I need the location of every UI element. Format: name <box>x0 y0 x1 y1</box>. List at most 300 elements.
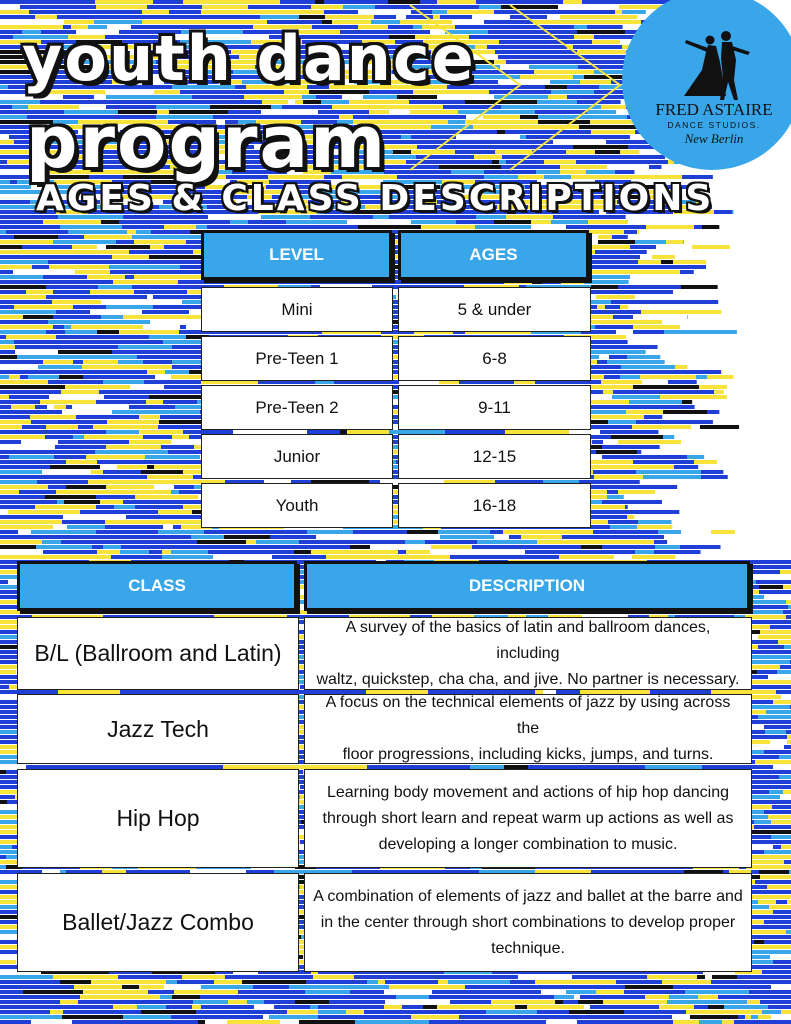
stripe <box>718 330 737 334</box>
title-line-2: program <box>26 100 388 184</box>
stripe <box>385 1000 450 1004</box>
stripe <box>305 990 350 994</box>
stripe <box>164 95 192 99</box>
stripe <box>632 270 680 274</box>
stripe <box>636 455 687 459</box>
stripe <box>773 960 791 964</box>
stripe <box>302 95 316 99</box>
stripe <box>80 510 98 514</box>
stripe <box>62 520 105 524</box>
stripe <box>440 280 504 284</box>
stripe <box>579 985 625 989</box>
stripe <box>607 490 618 494</box>
stripe <box>0 490 19 494</box>
stripe <box>162 555 213 559</box>
stripe <box>0 370 23 374</box>
stripe <box>135 495 146 499</box>
stripe <box>783 790 791 794</box>
stripe <box>575 1015 624 1019</box>
stripe <box>566 990 575 994</box>
stripe <box>750 785 791 789</box>
stripe <box>450 1000 491 1004</box>
stripe <box>398 550 406 554</box>
stripe <box>266 10 324 14</box>
stripe <box>617 975 647 979</box>
stripe <box>0 405 11 409</box>
stripe <box>407 530 438 534</box>
stripe <box>562 535 597 539</box>
stripe <box>634 355 649 359</box>
stripe <box>754 820 771 824</box>
stripe <box>629 275 630 279</box>
stripe <box>47 555 111 559</box>
stripe <box>763 680 791 684</box>
stripe <box>710 300 718 304</box>
stripe <box>49 395 104 399</box>
stripe <box>260 15 266 19</box>
stripe <box>658 530 681 534</box>
ages-header-ages: AGES <box>398 230 589 280</box>
class-description-cell <box>304 694 752 764</box>
stripe <box>0 65 11 69</box>
stripe <box>37 480 88 484</box>
stripe <box>335 1005 384 1009</box>
stripe <box>603 440 618 444</box>
stripe <box>631 535 658 539</box>
stripe <box>172 435 189 439</box>
stripe <box>777 670 791 674</box>
stripe <box>603 405 645 409</box>
stripe <box>299 1020 355 1024</box>
stripe <box>776 900 787 904</box>
stripe <box>0 770 6 774</box>
stripe <box>0 390 61 394</box>
stripe <box>118 360 143 364</box>
stripe <box>46 330 65 334</box>
stripe <box>637 525 672 529</box>
stripe <box>26 995 38 999</box>
stripe <box>119 330 179 334</box>
stripe <box>0 900 18 904</box>
stripe <box>593 445 602 449</box>
stripe <box>72 245 97 249</box>
stripe <box>31 225 60 229</box>
stripe <box>618 490 655 494</box>
stripe <box>274 1000 295 1004</box>
stripe <box>309 220 347 224</box>
stripe <box>180 485 194 489</box>
stripe <box>64 500 100 504</box>
stripe <box>0 475 52 479</box>
stripe <box>574 995 580 999</box>
stripe <box>61 390 99 394</box>
stripe <box>472 545 525 549</box>
stripe <box>97 460 148 464</box>
desc-line: A focus on the technical elements of jazz by using across the <box>325 694 731 737</box>
stripe <box>0 870 14 874</box>
stripe <box>707 410 719 414</box>
stripe <box>396 995 429 999</box>
stripe <box>280 975 313 979</box>
stripe <box>17 355 74 359</box>
stripe <box>0 445 55 449</box>
class-description-cell <box>304 617 752 690</box>
stripe <box>698 995 718 999</box>
stripe <box>0 525 14 529</box>
stripe <box>752 595 764 599</box>
stripe <box>254 225 268 229</box>
stripe <box>510 980 535 984</box>
stripe <box>0 380 48 384</box>
stripe <box>633 315 643 319</box>
stripe <box>109 530 132 534</box>
desc-line: through short learn and repeat warm up actions as well as <box>322 809 734 827</box>
stripe <box>43 220 101 224</box>
stripe <box>661 260 673 264</box>
stripe <box>681 530 711 534</box>
stripe <box>632 425 691 429</box>
stripe <box>631 395 660 399</box>
stripe <box>464 975 473 979</box>
stripe <box>0 425 22 429</box>
fred-astaire-logo <box>622 0 791 170</box>
stripe <box>632 555 640 559</box>
stripe <box>54 5 96 9</box>
stripe <box>66 485 106 489</box>
stripe <box>256 540 299 544</box>
stripe <box>591 365 621 369</box>
stripe <box>635 240 666 244</box>
stripe <box>687 455 704 459</box>
stripe <box>54 455 86 459</box>
class-name-cell: Ballet/Jazz Combo <box>17 873 299 972</box>
stripe <box>0 15 35 19</box>
stripe <box>700 545 721 549</box>
stripe <box>48 320 105 324</box>
stripe <box>603 390 613 394</box>
stripe <box>48 260 97 264</box>
stripe <box>101 340 153 344</box>
stripe <box>597 260 638 264</box>
stripe <box>751 695 781 699</box>
stripe <box>119 220 176 224</box>
stripe <box>53 240 116 244</box>
stripe <box>150 265 180 269</box>
stripe <box>318 1015 345 1019</box>
stripe <box>254 1005 274 1009</box>
stripe <box>772 805 791 809</box>
stripe <box>265 530 307 534</box>
stripe <box>106 485 154 489</box>
stripe <box>19 415 30 419</box>
stripe <box>194 5 202 9</box>
stripe <box>173 525 181 529</box>
stripe <box>168 405 175 409</box>
stripe <box>581 545 602 549</box>
stripe <box>311 550 328 554</box>
stripe <box>663 385 699 389</box>
stripe <box>770 565 791 569</box>
stripe <box>66 15 85 19</box>
stripe <box>655 345 658 349</box>
stripe <box>709 985 757 989</box>
stripe <box>76 415 115 419</box>
stripe <box>429 995 448 999</box>
stripe <box>148 260 158 264</box>
stripe <box>11 45 21 49</box>
stripe <box>676 395 727 399</box>
stripe <box>92 545 103 549</box>
stripe <box>43 275 87 279</box>
stripe <box>702 225 719 229</box>
stripe <box>248 220 286 224</box>
stripe <box>591 520 608 524</box>
stripe <box>0 365 38 369</box>
stripe <box>700 425 739 429</box>
stripe <box>559 980 616 984</box>
stripe <box>771 985 791 989</box>
stripe <box>240 995 275 999</box>
stripe <box>475 225 531 229</box>
stripe <box>714 210 732 214</box>
stripe <box>263 1015 269 1019</box>
stripe <box>579 550 635 554</box>
stripe <box>193 1000 228 1004</box>
stripe <box>38 995 80 999</box>
stripe <box>633 385 663 389</box>
stripe <box>541 990 566 994</box>
stripe <box>0 865 6 869</box>
stripe <box>73 435 84 439</box>
stripe <box>390 555 450 559</box>
stripe <box>158 510 192 514</box>
stripe <box>132 530 144 534</box>
stripe <box>757 670 777 674</box>
stripe <box>431 545 472 549</box>
stripe <box>0 45 11 49</box>
stripe <box>0 545 36 549</box>
stripe <box>71 535 133 539</box>
stripe <box>272 545 290 549</box>
stripe <box>139 985 164 989</box>
stripe <box>597 305 605 309</box>
stripe <box>598 240 635 244</box>
stripe <box>768 815 782 819</box>
stripe <box>87 325 143 329</box>
stripe <box>704 1010 762 1014</box>
stripe <box>699 385 727 389</box>
stripe <box>295 1000 329 1004</box>
stripe <box>406 550 430 554</box>
stripe <box>638 260 661 264</box>
stripe <box>138 380 144 384</box>
stripe <box>766 710 791 714</box>
stripe <box>147 370 165 374</box>
stripe <box>66 405 72 409</box>
stripe <box>73 305 106 309</box>
stripe <box>667 1000 695 1004</box>
stripe <box>633 460 694 464</box>
stripe <box>600 265 656 269</box>
stripe <box>734 1020 755 1024</box>
stripe <box>758 715 791 719</box>
stripe <box>364 1010 390 1014</box>
stripe <box>60 980 91 984</box>
stripe <box>597 360 607 364</box>
stripe <box>40 535 71 539</box>
stripe <box>787 735 791 739</box>
stripe <box>163 400 197 404</box>
stripe <box>602 500 644 504</box>
stripe <box>749 935 791 939</box>
stripe <box>78 425 93 429</box>
stripe <box>66 460 97 464</box>
stripe <box>141 555 162 559</box>
stripe <box>96 295 147 299</box>
stripe <box>786 730 791 734</box>
stripe <box>142 10 169 14</box>
stripe <box>103 470 141 474</box>
stripe <box>72 405 129 409</box>
stripe <box>67 985 74 989</box>
stripe <box>253 985 289 989</box>
stripe <box>701 475 722 479</box>
stripe <box>134 290 187 294</box>
class-description-cell <box>304 873 752 972</box>
stripe <box>515 1005 527 1009</box>
stripe <box>172 995 200 999</box>
stripe <box>353 530 407 534</box>
stripe <box>759 870 789 874</box>
stripe <box>147 465 154 469</box>
stripe <box>46 295 70 299</box>
stripe <box>174 990 207 994</box>
stripe <box>96 400 124 404</box>
stripe <box>280 0 315 4</box>
stripe <box>122 985 139 989</box>
stripe <box>448 995 495 999</box>
stripe <box>23 315 53 319</box>
stripe <box>110 270 172 274</box>
stripe <box>272 555 326 559</box>
stripe <box>90 290 134 294</box>
stripe <box>113 280 167 284</box>
stripe <box>690 1015 738 1019</box>
stripe <box>0 995 26 999</box>
stripe <box>405 540 425 544</box>
stripe <box>48 380 103 384</box>
stripe <box>686 405 695 409</box>
stripe <box>346 1010 364 1014</box>
stripe <box>137 1005 166 1009</box>
stripe <box>120 550 149 554</box>
stripe <box>384 990 432 994</box>
stripe <box>663 435 674 439</box>
stripe <box>467 550 525 554</box>
stripe <box>0 290 26 294</box>
stripe <box>617 370 631 374</box>
stripe <box>440 535 494 539</box>
stripe <box>130 385 164 389</box>
stripe <box>31 530 96 534</box>
stripe <box>123 315 130 319</box>
stripe <box>0 325 53 329</box>
stripe <box>767 885 791 889</box>
stripe <box>613 350 646 354</box>
stripe <box>705 975 712 979</box>
stripe <box>177 980 214 984</box>
class-name-cell: B/L (Ballroom and Latin) <box>17 617 299 690</box>
stripe <box>687 1005 694 1009</box>
stripe <box>0 415 19 419</box>
stripe <box>91 980 112 984</box>
stripe <box>324 0 388 4</box>
stripe <box>764 750 775 754</box>
stripe <box>35 405 47 409</box>
stripe <box>662 980 711 984</box>
stripe <box>248 5 311 9</box>
stripe <box>99 390 161 394</box>
stripe <box>55 400 96 404</box>
stripe <box>68 230 127 234</box>
stripe <box>645 995 669 999</box>
stripe <box>585 415 644 419</box>
stripe <box>13 270 75 274</box>
stripe <box>0 485 48 489</box>
stripe <box>643 315 687 319</box>
stripe <box>96 505 114 509</box>
stripe <box>14 340 31 344</box>
stripe <box>724 1005 768 1009</box>
stripe <box>70 295 85 299</box>
stripe <box>173 410 200 414</box>
stripe <box>593 470 636 474</box>
stripe <box>594 350 613 354</box>
stripe <box>759 560 773 564</box>
stripe <box>644 320 662 324</box>
stripe <box>139 415 160 419</box>
stripe <box>430 550 467 554</box>
stripe <box>721 370 723 374</box>
stripe <box>64 325 71 329</box>
stripe <box>46 285 83 289</box>
stripe <box>23 370 40 374</box>
stripe <box>226 15 260 19</box>
stripe <box>0 465 35 469</box>
stripe <box>275 995 323 999</box>
stripe <box>773 845 781 849</box>
stripe <box>0 825 8 829</box>
stripe <box>253 1020 280 1024</box>
stripe <box>644 500 662 504</box>
stripe <box>0 200 30 204</box>
stripe <box>35 430 80 434</box>
stripe <box>759 590 791 594</box>
stripe <box>129 440 171 444</box>
stripe <box>167 280 178 284</box>
stripe <box>531 220 551 224</box>
stripe <box>299 540 320 544</box>
stripe <box>0 745 17 749</box>
stripe <box>163 525 173 529</box>
stripe <box>151 230 190 234</box>
stripe <box>143 325 180 329</box>
stripe <box>614 555 632 559</box>
stripe <box>0 410 23 414</box>
stripe <box>0 235 14 239</box>
stripe <box>166 1005 192 1009</box>
stripe <box>610 525 637 529</box>
